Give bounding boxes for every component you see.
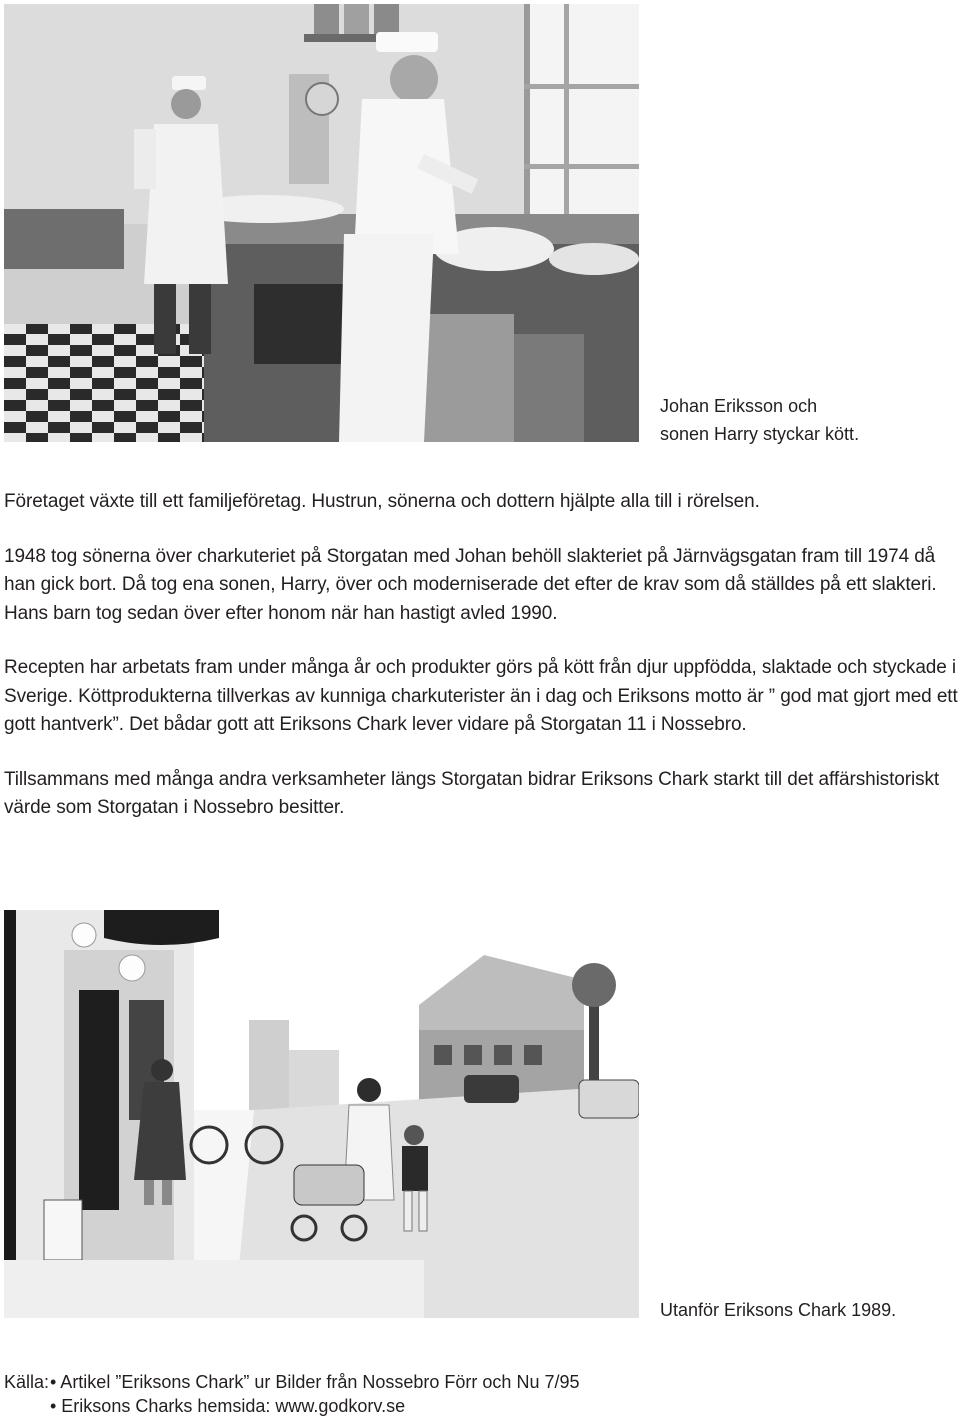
caption-butchers-line-1: Johan Eriksson och [660, 396, 818, 416]
paragraph-recipes: Recepten har arbetats fram under många år och produkter görs på kött från djur uppfödda, slaktade och styckade i Sverige. Köttprodukterna tillverkas av kunniga charkuterister än i dag och Eriksons motto är ” god mat gjort med ett gott hantverk”. Det bådar gott att Eriksons Chark lever vidare på Storgatan 11 i Nossebro. [4, 657, 958, 735]
paragraph-history: 1948 tog sönerna över charkuteriet på Storgatan med Johan behöll slakteriet på Järnvägsgatan fram till 1974 då han gick bort. Då tog ena sonen, Harry, över och moderniserade det efter de krav som då ställdes på ett slakteri. Hans barn tog sedan över efter honom när han hastigt avled 1990. [4, 545, 937, 624]
shop-sign-text: Nossebro [137, 933, 185, 945]
article-body [4, 488, 959, 849]
photo-street-drawing [4, 910, 639, 1318]
caption-butchers-line-2: sonen Harry styckar kött. [660, 424, 860, 444]
photo-butchers-drawing [4, 4, 639, 442]
paragraph-storgatan: Tillsammans med många andra verksamheter längs Storgatan bidrar Eriksons Chark starkt till det affärshistoriskt värde som Storgatan i Nossebro besitter. [4, 768, 940, 818]
paragraph-family-business: Företaget växte till ett familjeföretag. Hustrun, sönerna och dottern hjälpte alla till i rörelsen. [4, 491, 760, 512]
source-indent [4, 1394, 50, 1418]
source-row-1 [4, 1370, 904, 1394]
sources [4, 1370, 904, 1418]
source-item-article: • Artikel ”Eriksons Chark” ur Bilder från Nossebro Förr och Nu 7/95 [50, 1372, 580, 1392]
sources-label: Källa: [4, 1372, 50, 1392]
source-row-2 [4, 1394, 904, 1418]
source-item-website: • Eriksons Charks hemsida: www.godkorv.se [50, 1396, 406, 1416]
caption-butchers [660, 392, 900, 448]
photo-street [4, 910, 639, 1318]
caption-street: Utanför Eriksons Chark 1989. [660, 1300, 897, 1320]
photo-butchers [4, 4, 639, 442]
